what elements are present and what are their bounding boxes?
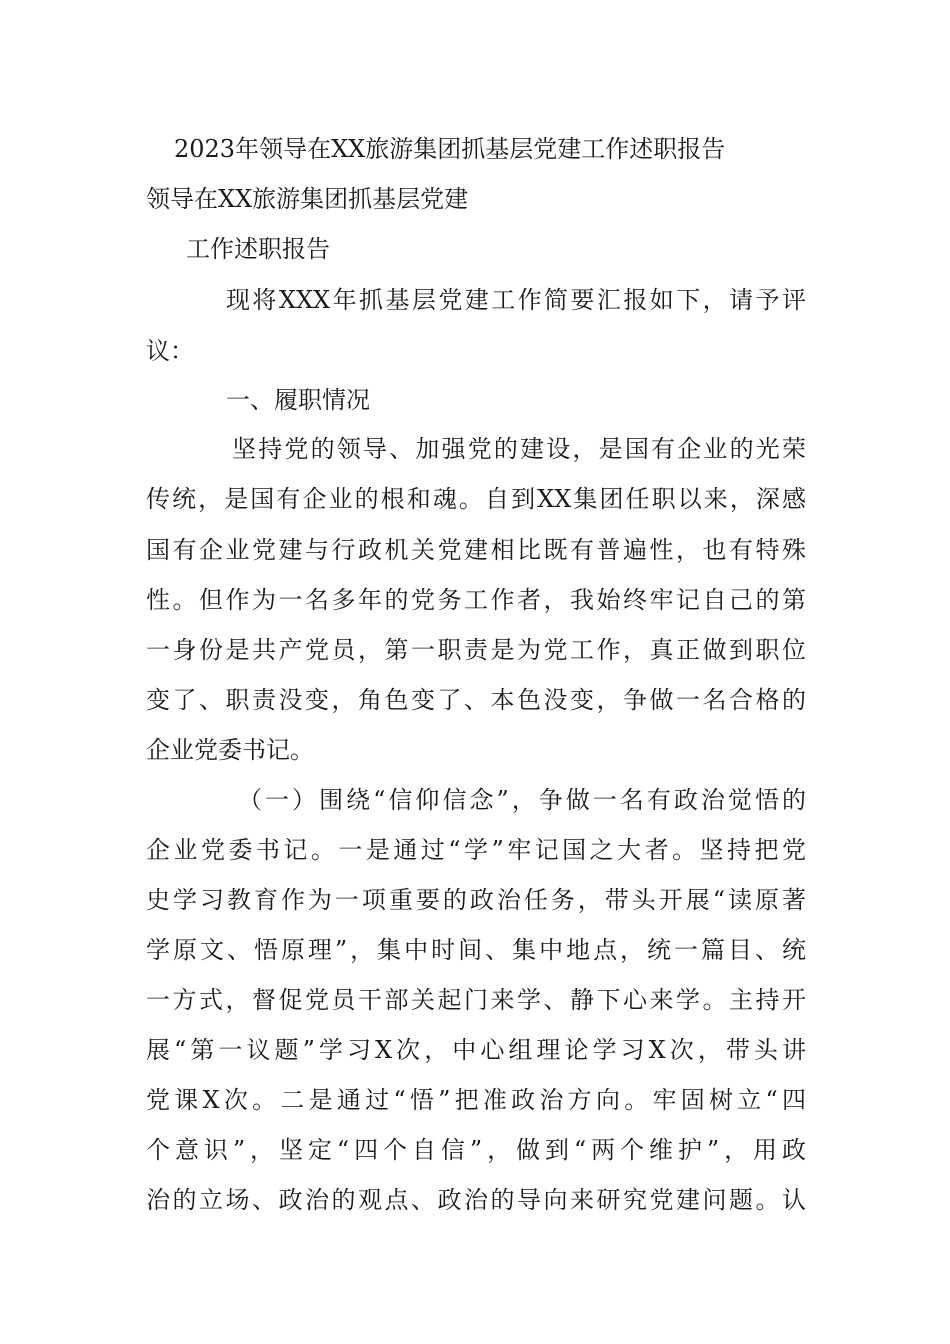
paragraph-line: 学原文、悟原理”，集中时间、集中地点，统一篇目、统	[146, 936, 806, 964]
paragraph-line: 治的立场、政治的观点、政治的导向来研究党建问题。认	[146, 1186, 806, 1214]
section-heading: 一、履职情况	[226, 386, 370, 414]
document-title: 2023年领导在XX旅游集团抓基层党建工作述职报告	[174, 135, 726, 163]
intro-line: 现将XXX年抓基层党建工作简要汇报如下，请予评	[226, 286, 806, 314]
paragraph-line: 一方式，督促党员干部关起门来学、静下心来学。主持开	[146, 986, 806, 1014]
document-subtitle-line2: 工作述职报告	[186, 235, 330, 263]
paragraph-line: 性。但作为一名多年的党务工作者，我始终牢记自己的第	[146, 586, 806, 614]
paragraph-line: 展“第一议题”学习X次，中心组理论学习X次，带头讲	[146, 1036, 806, 1064]
intro-line: 议：	[146, 337, 194, 365]
paragraph-line: 一身份是共产党员，第一职责是为党工作，真正做到职位	[146, 636, 806, 664]
paragraph-line: 党课X次。二是通过“悟”把准政治方向。牢固树立“四	[146, 1086, 806, 1114]
document-subtitle-line1: 领导在XX旅游集团抓基层党建	[146, 185, 469, 213]
paragraph-line: 国有企业党建与行政机关党建相比既有普遍性，也有特殊	[146, 536, 806, 564]
paragraph-line: 变了、职责没变，角色变了、本色没变，争做一名合格的	[146, 686, 806, 714]
paragraph-line: 企业党委书记。一是通过“学”牢记国之大者。坚持把党	[146, 836, 806, 864]
paragraph-line: 个意识”，坚定“四个自信”，做到“两个维护”，用政	[146, 1136, 806, 1164]
paragraph-line: 传统，是国有企业的根和魂。自到XX集团任职以来，深感	[146, 485, 806, 513]
paragraph-line: 坚持党的领导、加强党的建设，是国有企业的光荣	[232, 435, 806, 463]
paragraph-line: 企业党委书记。	[146, 736, 314, 764]
paragraph-line: 史学习教育作为一项重要的政治任务，带头开展“读原著	[146, 886, 806, 914]
paragraph-line: （一）围绕“信仰信念”，争做一名有政治觉悟的	[238, 786, 806, 814]
